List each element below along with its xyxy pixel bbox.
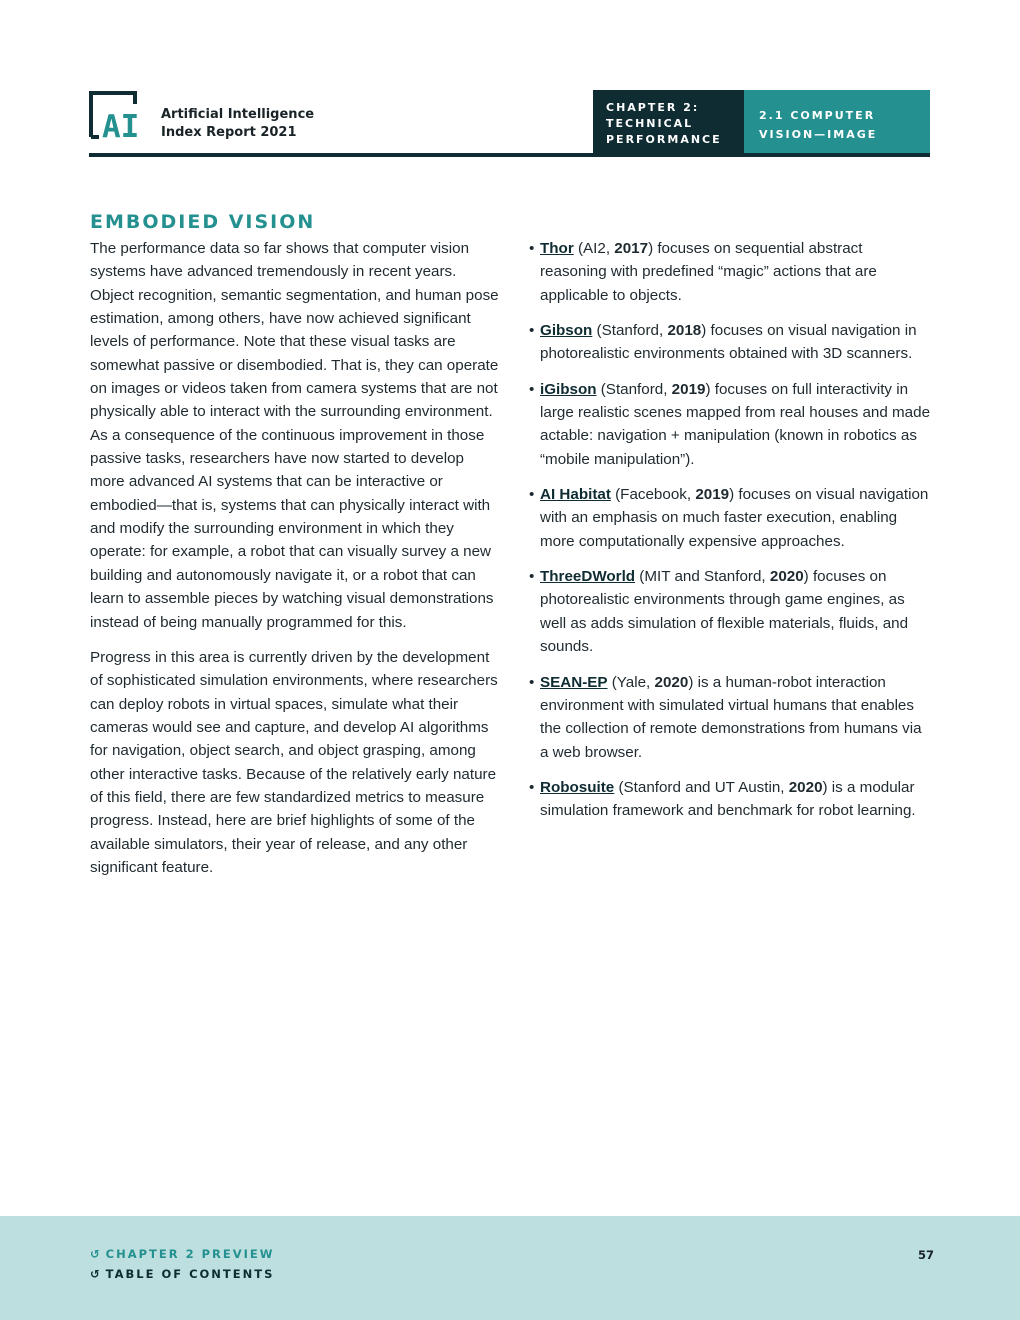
chapter-line2: TECHNICAL xyxy=(606,117,694,130)
bullet-org: (Stanford, xyxy=(596,380,672,398)
bullet-org: (Stanford, xyxy=(592,322,668,340)
simulator-link-thor[interactable]: Thor xyxy=(540,240,574,257)
section-line2: VISION—IMAGE xyxy=(759,128,878,141)
section-line1: 2.1 COMPUTER xyxy=(759,109,876,122)
section-label xyxy=(744,90,930,153)
bullet-year: 2018 xyxy=(667,322,702,340)
bullet-desc: ) focuses on sequential abstract reasoning with predefined “magic” actions that are applicable to objects. xyxy=(540,240,877,304)
list-item xyxy=(529,483,933,553)
bullet-org: (Stanford and UT Austin, xyxy=(614,778,789,796)
section-heading: EMBODIED VISION xyxy=(90,211,316,233)
header-divider xyxy=(89,153,930,157)
table-of-contents-label: TABLE OF CONTENTS xyxy=(105,1267,275,1281)
logo-text: AI xyxy=(102,109,140,140)
return-arrow-icon: ↺ xyxy=(90,1247,102,1261)
bullet-desc: ) focuses on visual navigation with an emphasis on much faster execution, enabling more computationally expensive approaches. xyxy=(540,486,929,550)
simulator-link-sean-ep[interactable]: SEAN-EP xyxy=(540,673,608,691)
bullet-year: 2019 xyxy=(671,380,706,398)
list-item xyxy=(529,319,933,366)
bullet-desc: ) is a human-robot interaction environment with simulated virtual humans that enables the collection of remote demonstrations from humans via a web browser. xyxy=(540,673,922,761)
bullet-desc: ) focuses on photorealistic environments through game engines, as well as adds simulation of flexible materials, fluids, and sounds. xyxy=(540,568,909,656)
bullet-year: 2019 xyxy=(695,486,730,504)
bullet-marker: • xyxy=(529,380,535,398)
bullet-org: (Yale, xyxy=(607,673,655,691)
list-item xyxy=(529,565,933,658)
list-item xyxy=(529,671,933,764)
table-of-contents-link[interactable] xyxy=(90,1267,274,1281)
simulator-link-igibson[interactable]: iGibson xyxy=(540,380,597,398)
bullet-year: 2020 xyxy=(654,673,689,691)
bullet-marker: • xyxy=(529,568,535,586)
chapter-preview-link[interactable] xyxy=(90,1247,274,1261)
chapter-label xyxy=(593,90,744,153)
simulator-link-robosuite[interactable]: Robosuite xyxy=(540,778,615,796)
chapter-preview-label: CHAPTER 2 PREVIEW xyxy=(105,1247,275,1261)
simulator-link-threedworld[interactable]: ThreeDWorld xyxy=(540,568,636,586)
bullet-desc: ) focuses on visual navigation in photorealistic environments obtained with 3D scanners. xyxy=(540,322,917,363)
bullet-desc: ) is a modular simulation framework and benchmark for robot learning. xyxy=(540,778,916,820)
bullet-marker: • xyxy=(529,322,535,340)
bullet-org: (Facebook, xyxy=(610,486,696,504)
paragraph: Progress in this area is currently driven by the development of sophisticated simulation environments, where researchers can deploy robots in virtual spaces, simulate what their cameras would see and capture, and develop AI algorithms for navigation, object search, and object grasping, among other interactive tasks. Because of the relatively early nature of this field, there are few standardized metrics to measure progress. Instead, here are brief highlights of some of the available simulators, their year of release, and any other significant feature. xyxy=(90,648,498,876)
bullet-desc: ) focuses on full interactivity in large realistic scenes mapped from real houses and made actable: navigation + manipulation (known in robotics as “mobile manipulation”). xyxy=(540,380,931,468)
bullet-year: 2020 xyxy=(788,778,823,796)
report-title xyxy=(161,106,314,142)
paragraph: The performance data so far shows that computer vision systems have advanced tremendously in recent years. Object recognition, semantic segmentation, and human pose estimation, among others, have now achieved significant levels of performance. Note that these visual tasks are somewhat passive or disembodied. That is, they can operate on images or videos taken from camera systems that are not physically able to interact with the surrounding environment. As a consequence of the continuous improvement in those passive tasks, researchers have now started to develop more advanced AI systems that can be interactive or embodied—that is, systems that can physically interact with and modify the surrounding environment in which they operate: for example, a robot that can visually survey a new building and autonomously navigate it, or a robot that can learn to assemble pieces by watching visual demonstrations instead of being manually programmed for this. xyxy=(90,240,499,631)
bullet-org: (AI2, xyxy=(573,240,615,257)
list-item xyxy=(529,776,933,823)
left-column xyxy=(90,237,500,891)
report-title-line2: Index Report 2021 xyxy=(161,125,297,140)
bullet-marker: • xyxy=(529,486,535,504)
bullet-marker: • xyxy=(529,240,535,257)
chapter-line3: PERFORMANCE xyxy=(606,133,722,146)
simulator-link-ai-habitat[interactable]: AI Habitat xyxy=(540,486,611,504)
bullet-year: 2017 xyxy=(614,240,649,257)
simulator-link-gibson[interactable]: Gibson xyxy=(540,322,593,340)
chapter-line1: CHAPTER 2: xyxy=(606,101,700,114)
simulator-list xyxy=(529,237,933,835)
bullet-marker: • xyxy=(529,778,535,796)
return-arrow-icon: ↺ xyxy=(90,1267,102,1281)
report-title-line1: Artificial Intelligence xyxy=(161,107,315,122)
bullet-year: 2020 xyxy=(769,568,804,586)
page-header xyxy=(89,90,930,157)
list-item xyxy=(529,237,933,307)
page-footer xyxy=(0,1216,1020,1320)
bullet-org: (MIT and Stanford, xyxy=(635,568,770,586)
bullet-marker: • xyxy=(529,673,535,691)
list-item xyxy=(529,378,933,471)
page-number: 57 xyxy=(917,1248,934,1262)
ai-index-logo xyxy=(89,90,147,140)
